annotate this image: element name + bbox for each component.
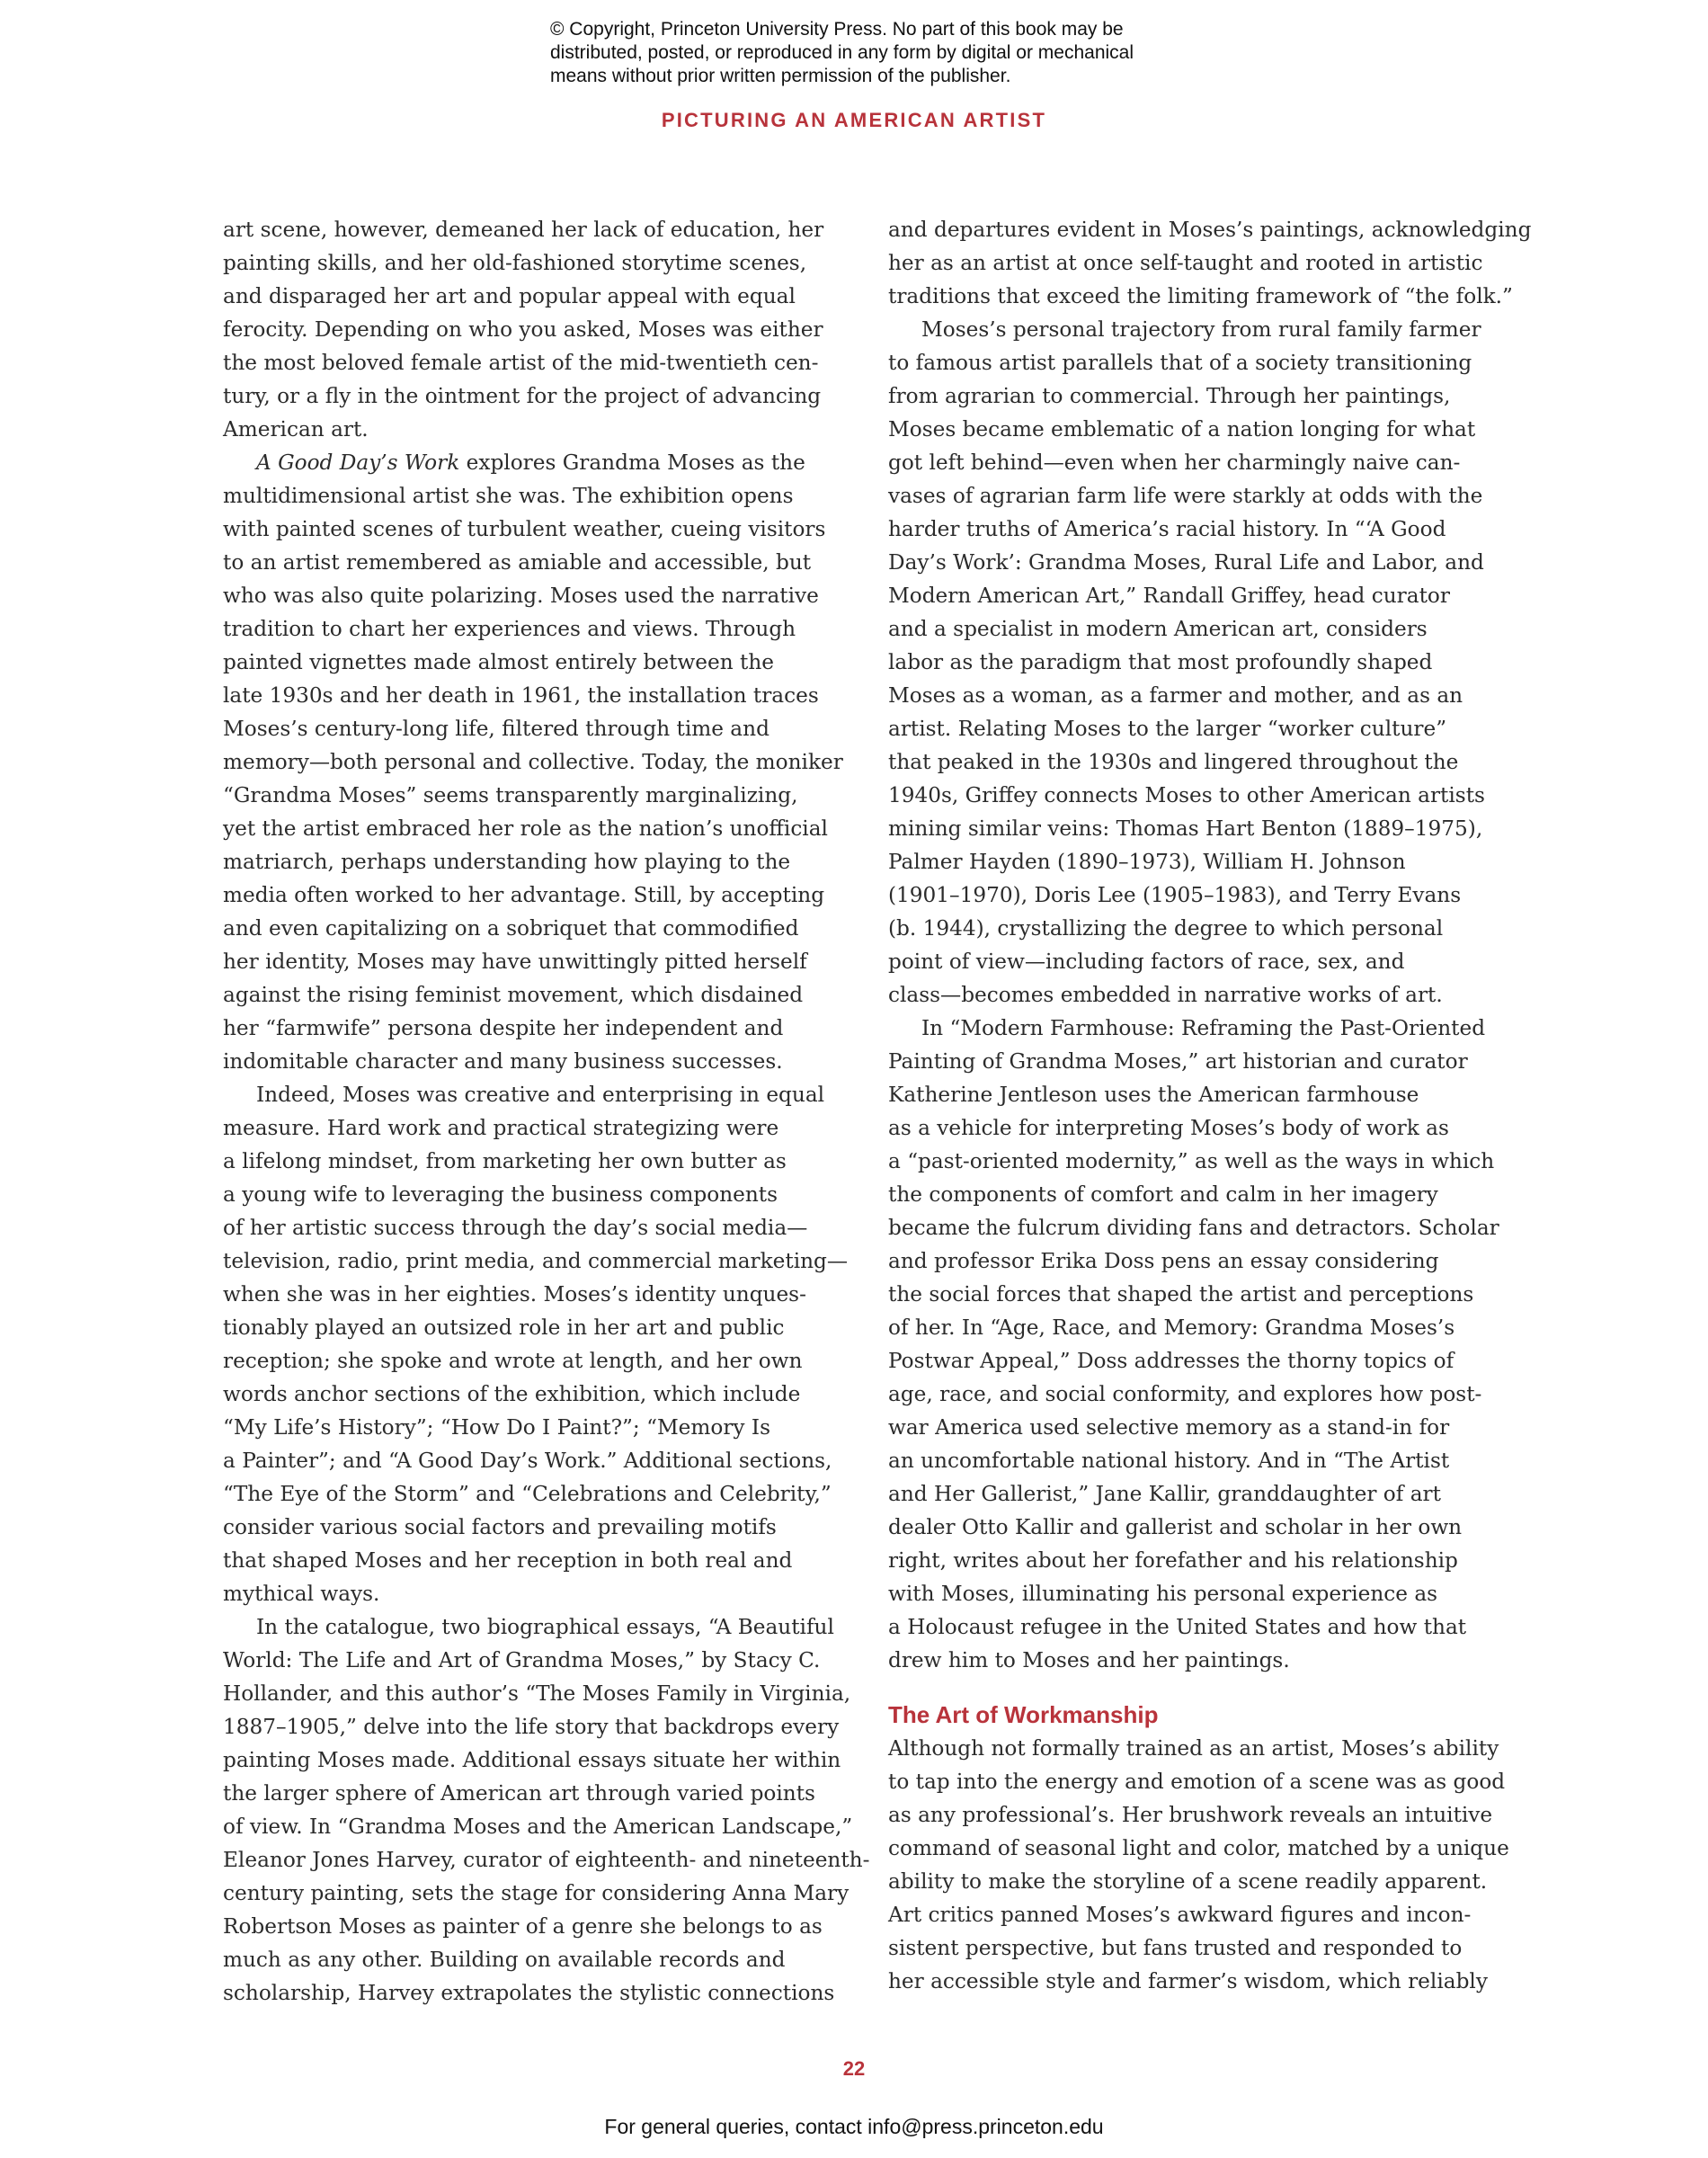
text-line: and even capitalizing on a sobriquet that commodified [223,916,799,941]
text-line: painting skills, and her old-fashioned storytime scenes, [223,251,807,275]
text-line: artist. Relating Moses to the larger “worker culture” [888,717,1447,741]
text-line: and departures evident in Moses’s paintings, acknowledging [888,218,1532,242]
text-line: a Holocaust refugee in the United States and how that [888,1615,1467,1639]
text-line: and a specialist in modern American art, considers [888,617,1428,641]
text-line: the most beloved female artist of the mid-twentieth cen- [223,351,819,375]
text-line: painting Moses made. Additional essays situate her within [223,1748,841,1772]
text-line: vases of agrarian farm life were starkly at odds with the [888,484,1483,508]
text-line: American art. [223,417,369,441]
text-line: In “Modern Farmhouse: Reframing the Past-Oriented [921,1016,1486,1040]
text-line: got left behind—even when her charmingly naive can- [888,450,1461,475]
text-line: century painting, sets the stage for considering Anna Mary [223,1881,850,1905]
text-line: Art critics panned Moses’s awkward figures and incon- [888,1903,1472,1927]
text-line: ability to make the storyline of a scene readily apparent. [888,1869,1488,1894]
text-line: memory—both personal and collective. Today, the moniker [223,750,843,774]
left-column [223,213,870,2010]
text-line: traditions that exceed the limiting framework of “the folk.” [888,284,1513,308]
right-column-body [888,213,1532,1677]
text-line: mining similar veins: Thomas Hart Benton (1889–1975), [888,816,1483,841]
text-line: “Grandma Moses” seems transparently marginalizing, [223,783,798,807]
text-line: and disparaged her art and popular appeal with equal [223,284,796,308]
text-line: Postwar Appeal,” Doss addresses the thorny topics of [888,1349,1454,1373]
section-heading: The Art of Workmanship [888,1701,1159,1728]
text-line: consider various social factors and prevailing motifs [223,1515,777,1539]
text-line: 1940s, Griffey connects Moses to other American artists [888,783,1485,807]
text-line: to an artist remembered as amiable and accessible, but [223,550,812,575]
text-line: war America used selective memory as a stand-in for [888,1415,1450,1440]
text-line: that shaped Moses and her reception in both real and [223,1548,793,1573]
text-line: when she was in her eighties. Moses’s identity unques- [223,1282,806,1306]
text-line: right, writes about her forefather and his relationship [888,1548,1458,1573]
text-line: Moses became emblematic of a nation longing for what [888,417,1476,441]
text-line: class—becomes embedded in narrative works of art. [888,983,1443,1007]
text-line: tury, or a fly in the ointment for the project of advancing [223,384,822,408]
copyright-line: distributed, posted, or reproduced in any form by digital or mechanical [550,42,1134,63]
text-line: that peaked in the 1930s and lingered throughout the [888,750,1459,774]
text-line: Indeed, Moses was creative and enterprising in equal [256,1083,825,1107]
text-line: to famous artist parallels that of a society transitioning [888,351,1472,375]
text-line: the components of comfort and calm in her imagery [888,1182,1438,1207]
text-line: words anchor sections of the exhibition, which include [223,1382,801,1406]
text-line: to tap into the energy and emotion of a scene was as good [888,1770,1506,1794]
text-line: art scene, however, demeaned her lack of education, her [223,218,824,242]
text-line: against the rising feminist movement, which disdained [223,983,804,1007]
text-line: and professor Erika Doss pens an essay considering [888,1249,1439,1273]
text-line: age, race, and social conformity, and explores how post- [888,1382,1482,1406]
text-line: and Her Gallerist,” Jane Kallir, granddaughter of art [888,1482,1441,1506]
text-line: scholarship, Harvey extrapolates the stylistic connections [223,1981,835,2005]
page-number: 22 [842,2057,866,2080]
text-line: a Painter”; and “A Good Day’s Work.” Additional sections, [223,1449,832,1473]
text-line: a “past-oriented modernity,” as well as the ways in which [888,1149,1495,1173]
footer-contact: For general queries, contact info@press.princeton.edu [604,2115,1104,2138]
section-body [888,1732,1509,1998]
copyright-notice [550,18,1233,88]
text-line: with Moses, illuminating his personal experience as [888,1582,1438,1606]
text-line: Although not formally trained as an artist, Moses’s ability [888,1736,1499,1761]
text-line [223,446,834,479]
text-line: (b. 1944), crystallizing the degree to which personal [888,916,1444,941]
text-line: ferocity. Depending on who you asked, Moses was either [223,317,823,342]
text-line: multidimensional artist she was. The exhibition opens [223,484,794,508]
text-line: became the fulcrum dividing fans and detractors. Scholar [888,1216,1499,1240]
text-line: Moses as a woman, as a farmer and mother, and as an [888,683,1463,708]
text-line: yet the artist embraced her role as the nation’s unofficial [223,816,828,841]
text-line: Palmer Hayden (1890–1973), William H. Johnson [888,850,1406,874]
text-line: measure. Hard work and practical strategizing were [223,1116,779,1140]
text-line: the social forces that shaped the artist and perceptions [888,1282,1474,1306]
text-line: as any professional’s. Her brushwork reveals an intuitive [888,1803,1493,1827]
copyright-line: © Copyright, Princeton University Press. No part of this book may be [550,19,1124,40]
text-line: Robertson Moses as painter of a genre she belongs to as [223,1914,823,1939]
text-line: Painting of Grandma Moses,” art historian and curator [888,1049,1468,1074]
text-line: point of view—including factors of race, sex, and [888,950,1405,974]
text-line: tionably played an outsized role in her art and public [223,1315,785,1340]
text-line: media often worked to her advantage. Still, by accepting [223,883,825,907]
text-line: of view. In “Grandma Moses and the American Landscape,” [223,1815,853,1839]
text-line: television, radio, print media, and commercial marketing— [223,1249,849,1273]
text-line: her “farmwife” persona despite her independent and [223,1016,784,1040]
text-line: Day’s Work’: Grandma Moses, Rural Life and Labor, and [888,550,1484,575]
text-line: with painted scenes of turbulent weather, cueing visitors [223,517,826,541]
text-line: (1901–1970), Doris Lee (1905–1983), and Terry Evans [888,883,1462,907]
text-line: harder truths of America’s racial history. In “‘A Good [888,517,1446,541]
text-line: a lifelong mindset, from marketing her own butter as [223,1149,787,1173]
text-line: a young wife to leveraging the business components [223,1182,778,1207]
running-head: PICTURING AN AMERICAN ARTIST [661,109,1047,131]
text-line: of her artistic success through the day’s social media— [223,1216,808,1240]
text-line: who was also quite polarizing. Moses used the narrative [223,584,819,608]
text-line: sistent perspective, but fans trusted and responded to [888,1936,1463,1960]
text-line: as a vehicle for interpreting Moses’s body of work as [888,1116,1449,1140]
text-line: “The Eye of the Storm” and “Celebrations and Celebrity,” [223,1482,832,1506]
text-line: command of seasonal light and color, matched by a unique [888,1836,1509,1860]
text-line: of her. In “Age, Race, and Memory: Grandma Moses’s [888,1315,1455,1340]
text-line: “My Life’s History”; “How Do I Paint?”; “Memory Is [223,1415,770,1440]
text-line: World: The Life and Art of Grandma Moses,” by Stacy C. [223,1648,821,1672]
text-line: reception; she spoke and wrote at length, and her own [223,1349,803,1373]
text-line: Moses’s century-long life, filtered through time and [223,717,769,741]
text-line: matriarch, perhaps understanding how playing to the [223,850,791,874]
text-line: her as an artist at once self-taught and rooted in artistic [888,251,1483,275]
text-line: Eleanor Jones Harvey, curator of eighteenth- and nineteenth- [223,1848,870,1872]
right-column [888,213,1532,1998]
text-line: much as any other. Building on available records and [223,1948,786,1972]
text-line: tradition to chart her experiences and views. Through [223,617,796,641]
text-segment: explores Grandma Moses as the [466,450,805,475]
text-line: Katherine Jentleson uses the American farmhouse [888,1083,1419,1107]
text-line: Hollander, and this author’s “The Moses Family in Virginia, [223,1681,851,1706]
text-line: her identity, Moses may have unwittingly pitted herself [223,950,807,974]
copyright-line: means without prior written permission of the publisher. [550,66,1011,86]
text-line: labor as the paradigm that most profoundly shaped [888,650,1433,674]
text-line: Modern American Art,” Randall Griffey, head curator [888,584,1450,608]
text-line: In the catalogue, two biographical essays, “A Beautiful [256,1615,834,1639]
text-line: an uncomfortable national history. And in “The Artist [888,1449,1450,1473]
text-line: Moses’s personal trajectory from rural family farmer [921,317,1481,342]
text-line: indomitable character and many business successes. [223,1049,783,1074]
italic-title: A Good Day’s Work [256,450,460,475]
text-line: her accessible style and farmer’s wisdom, which reliably [888,1969,1488,1993]
text-line: the larger sphere of American art through varied points [223,1781,815,1806]
text-line: from agrarian to commercial. Through her paintings, [888,384,1451,408]
text-line: late 1930s and her death in 1961, the installation traces [223,683,819,708]
text-line: mythical ways. [223,1582,380,1606]
text-line: 1887–1905,” delve into the life story that backdrops every [223,1715,840,1739]
text-line: painted vignettes made almost entirely between the [223,650,774,674]
text-line: dealer Otto Kallir and gallerist and scholar in her own [888,1515,1463,1539]
text-line: drew him to Moses and her paintings. [888,1648,1290,1672]
